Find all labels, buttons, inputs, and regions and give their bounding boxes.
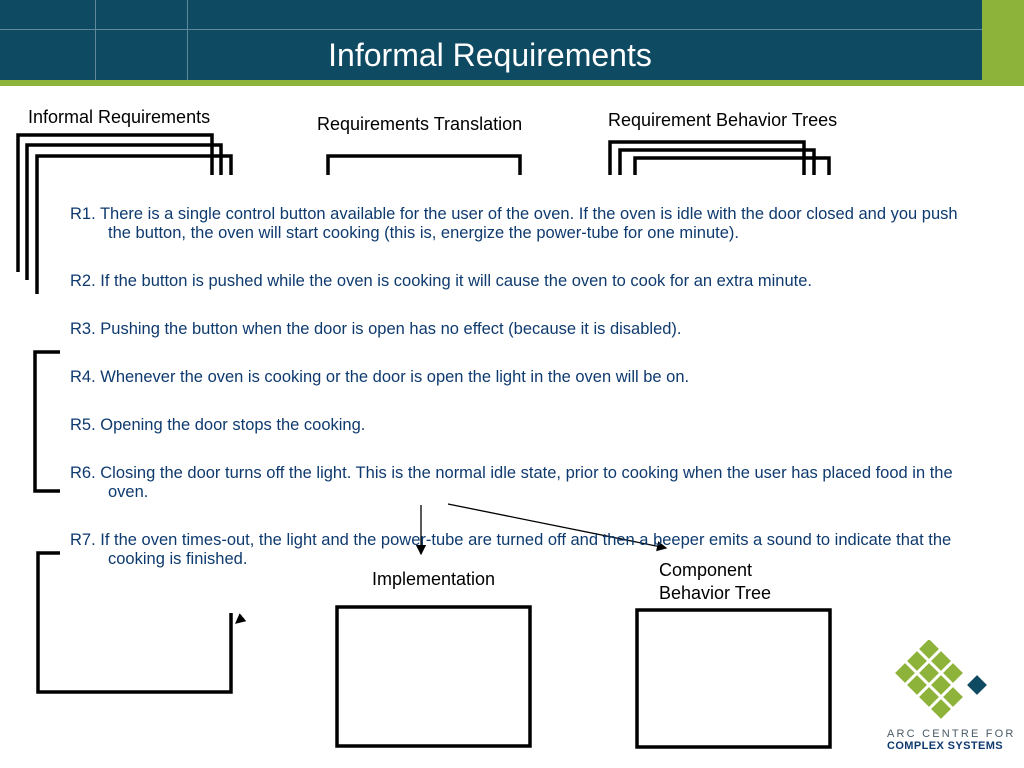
requirement-item: R7. If the oven times-out, the light and the power-tube are turned off and then a beeper emits a sound to indicate that the cooking is finished. xyxy=(70,531,952,568)
requirements-translation-box xyxy=(328,156,520,175)
diamond-grid-icon xyxy=(884,640,1024,730)
informal-requirements-label: Informal Requirements xyxy=(28,107,211,127)
implementation-box xyxy=(337,607,530,746)
behavior-tree-label: Behavior Tree xyxy=(659,583,772,603)
implementation-label: Implementation xyxy=(372,569,496,589)
component-label: Component xyxy=(659,560,753,580)
requirement-item: R4. Whenever the oven is cooking or the door is open the light in the oven will be on. xyxy=(70,368,690,386)
requirement-item: R6. Closing the door turns off the light. This is the normal idle state, prior to cooking when the user has placed food in the oven. xyxy=(70,464,953,501)
requirements-list xyxy=(70,205,980,598)
arc-centre-logo xyxy=(884,640,1024,752)
logo-line1: ARC CENTRE FOR xyxy=(887,728,1016,740)
requirement-behavior-trees-label: Requirement Behavior Trees xyxy=(608,110,838,130)
requirement-item: R5. Opening the door stops the cooking. xyxy=(70,416,366,434)
arrow xyxy=(236,618,242,623)
logo-line2: COMPLEX SYSTEMS xyxy=(887,740,1004,752)
requirement-item: R1. There is a single control button available for the user of the oven. If the oven is idle with the door closed and you push the button, the oven will start cooking (this is, energize the power-tube for one minute). xyxy=(70,205,958,242)
requirement-item: R3. Pushing the button when the door is open has no effect (because it is disabled). xyxy=(70,320,682,338)
requirement-item: R2. If the button is pushed while the oven is cooking it will cause the oven to cook for an extra minute. xyxy=(70,272,813,290)
slide-title: Informal Requirements xyxy=(328,37,652,73)
requirements-translation-label: Requirements Translation xyxy=(317,114,523,134)
left-bracket xyxy=(35,352,60,491)
component-behavior-tree-box xyxy=(637,610,830,747)
requirement-behavior-trees-stack xyxy=(610,142,829,175)
